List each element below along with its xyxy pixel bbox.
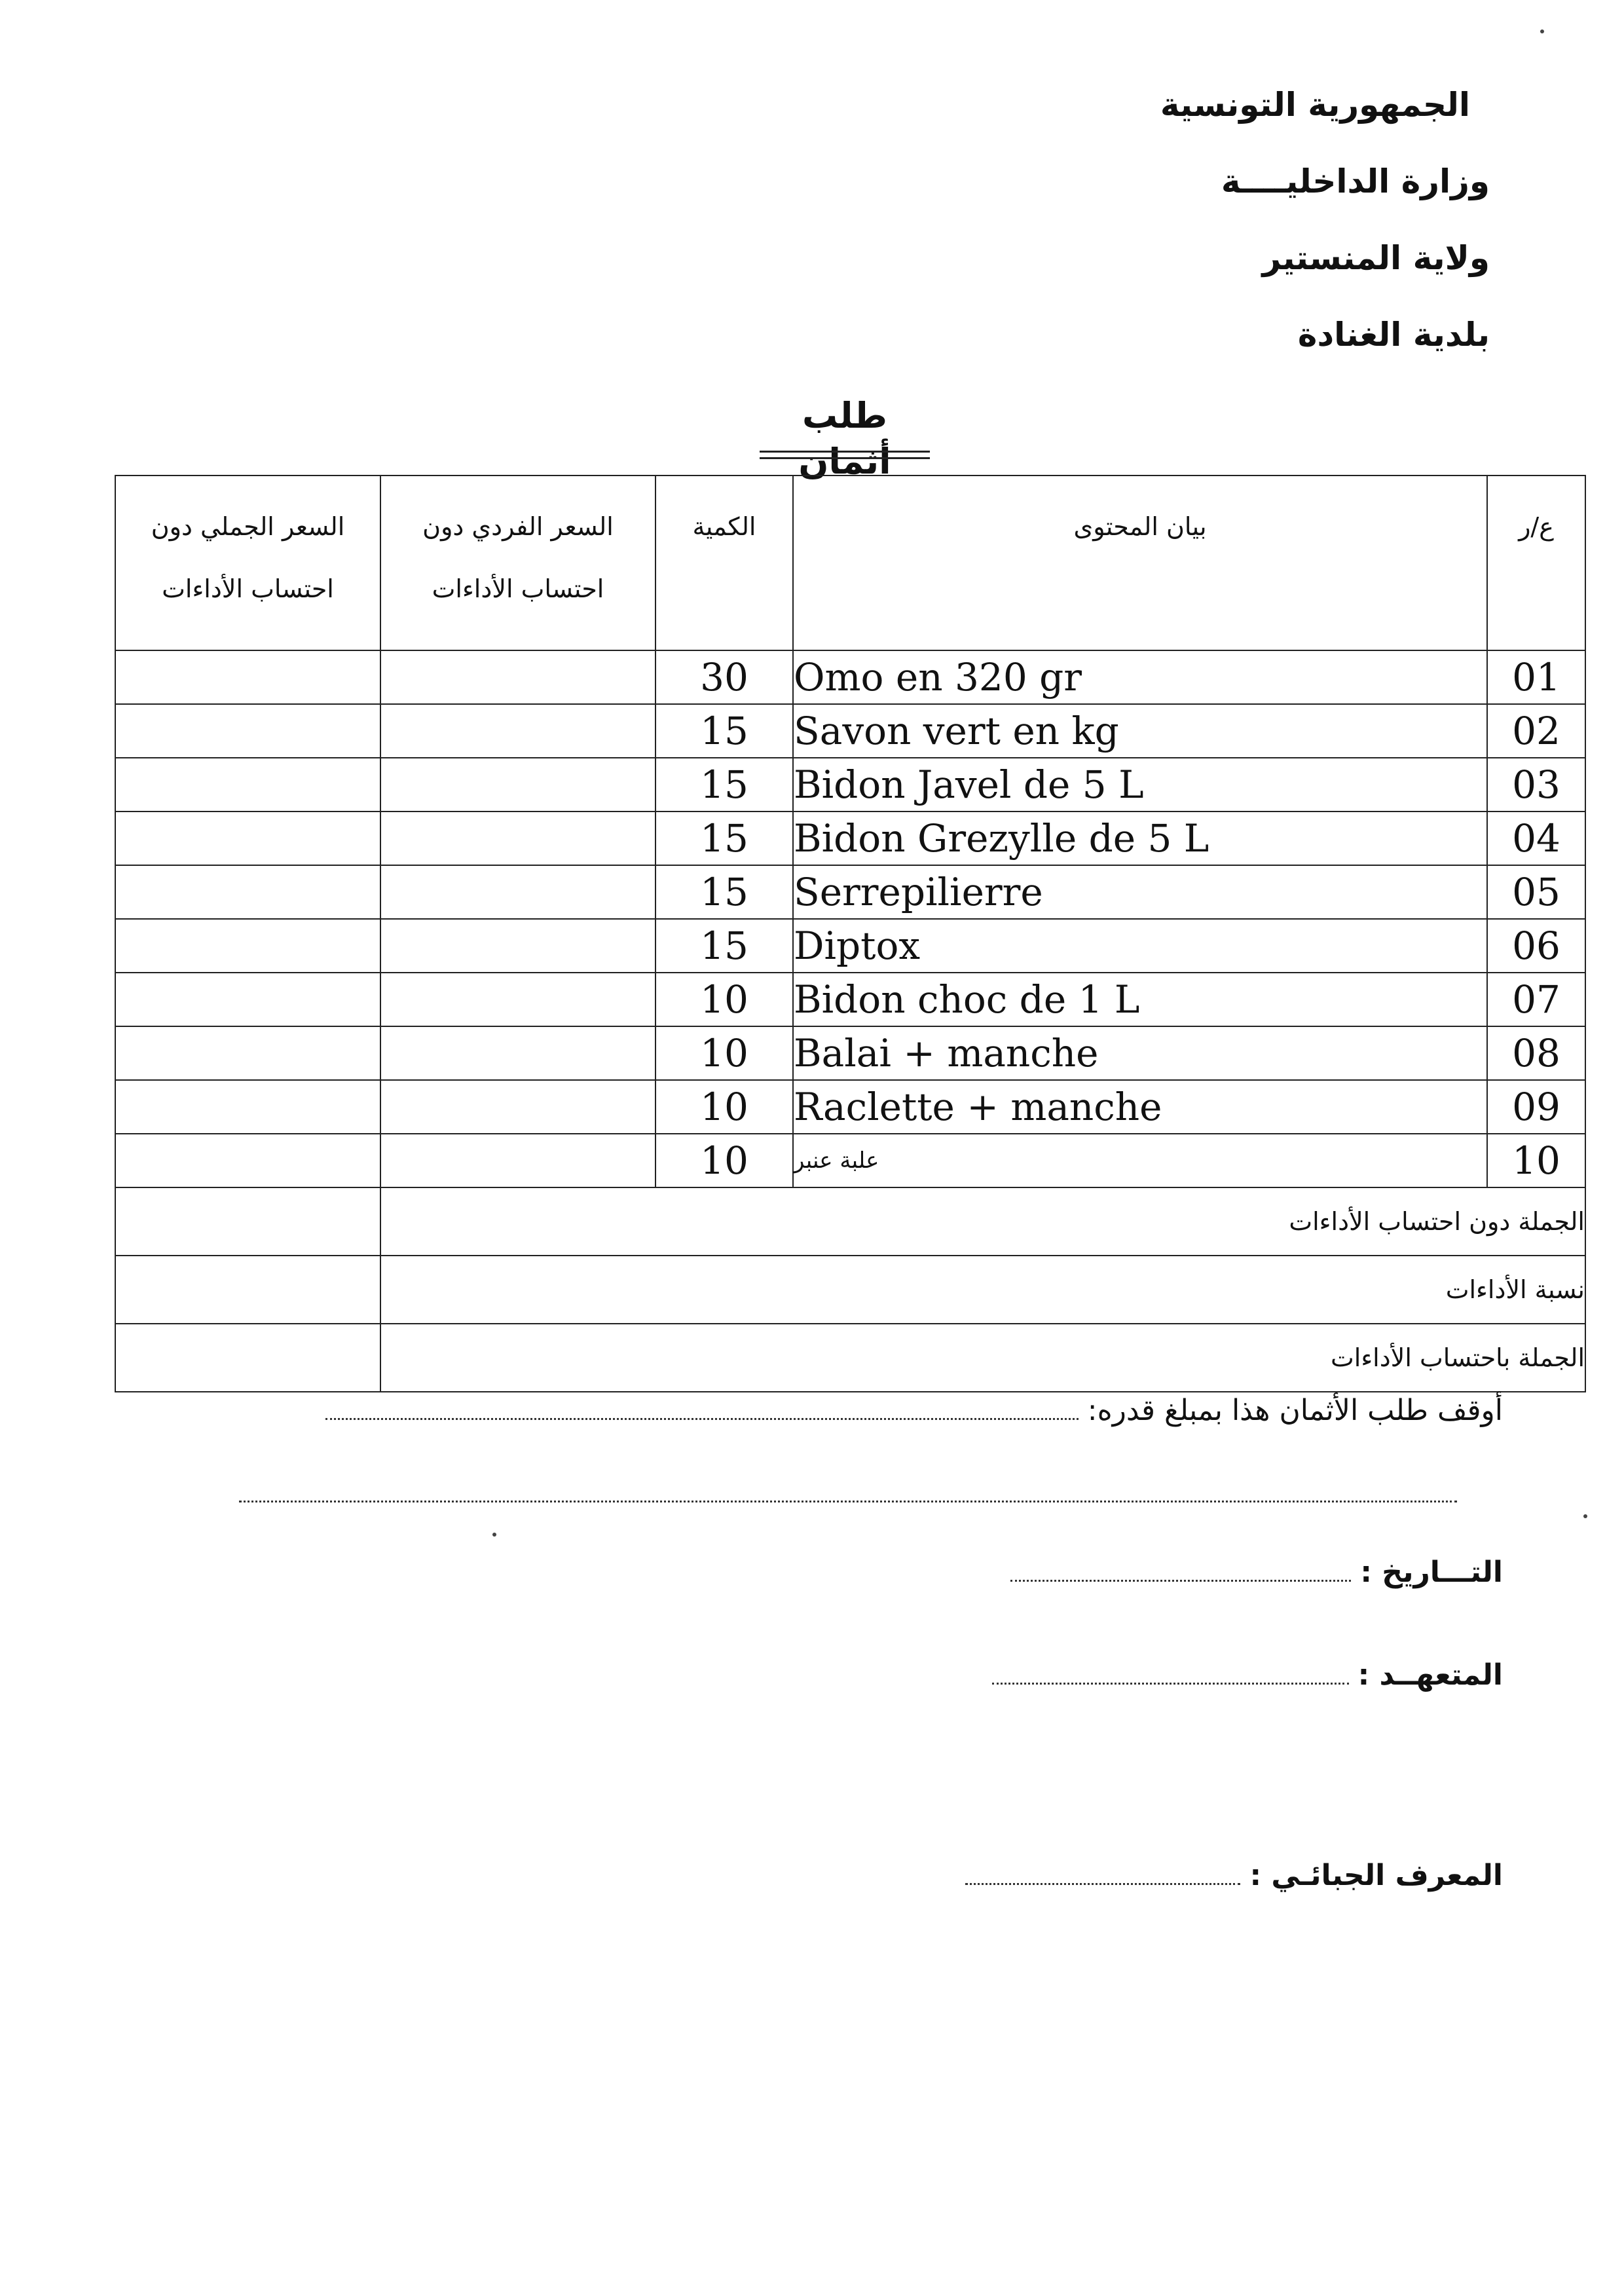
table-row: [115, 812, 1585, 865]
col-header-description: بيان المحتوى: [793, 476, 1487, 650]
row-number: 10: [1487, 1134, 1585, 1187]
col-header-unit-price: السعر الفردي دون احتساب الأداءات: [380, 476, 655, 650]
title-underline-1: [760, 451, 930, 453]
row-total-price-cell[interactable]: [115, 1026, 380, 1080]
row-unit-price-cell[interactable]: [380, 1080, 655, 1134]
row-description: Serrepilierre: [793, 865, 1487, 919]
date-dotted-field[interactable]: [1010, 1579, 1351, 1582]
row-quantity: 15: [655, 919, 793, 973]
col-header-quantity: الكمية: [655, 476, 793, 650]
title-underline-2: [760, 457, 930, 459]
row-description: Savon vert en kg: [793, 704, 1487, 758]
row-description: Bidon choc de 1 L: [793, 973, 1487, 1026]
row-unit-price-cell[interactable]: [380, 1134, 655, 1187]
row-number: 01: [1487, 650, 1585, 704]
letterhead-ministry: وزارة الداخليــــة: [1221, 162, 1490, 200]
row-total-price-cell[interactable]: [115, 1134, 380, 1187]
supplier-label: المتعهــد :: [1357, 1658, 1503, 1692]
row-number: 06: [1487, 919, 1585, 973]
letterhead-municipality: بلدية الغنادة: [1297, 316, 1490, 354]
summary-label-tax-rate: نسبة الأداءات: [380, 1256, 1585, 1324]
table-row: [115, 650, 1585, 704]
tax-id-line: [965, 1859, 1503, 1892]
row-description: Bidon Grezylle de 5 L: [793, 812, 1487, 865]
amount-line: [325, 1394, 1503, 1427]
date-line: [1010, 1556, 1503, 1589]
row-number: 04: [1487, 812, 1585, 865]
amount-continuation-dotted-field[interactable]: [239, 1500, 1457, 1502]
row-quantity: 15: [655, 758, 793, 812]
row-unit-price-cell[interactable]: [380, 812, 655, 865]
summary-row-tax-rate: [115, 1256, 1585, 1324]
row-quantity: 15: [655, 812, 793, 865]
row-unit-price-cell[interactable]: [380, 758, 655, 812]
letterhead-governorate: ولاية المنستير: [1262, 239, 1490, 277]
row-description: Omo en 320 gr: [793, 650, 1487, 704]
row-number: 05: [1487, 865, 1585, 919]
summary-value-total[interactable]: [115, 1324, 380, 1392]
row-quantity: 30: [655, 650, 793, 704]
letterhead: [1160, 85, 1490, 392]
summary-label-total: الجملة باحتساب الأداءات: [380, 1324, 1585, 1392]
row-total-price-cell[interactable]: [115, 650, 380, 704]
table-row: [115, 1080, 1585, 1134]
summary-value-subtotal[interactable]: [115, 1187, 380, 1256]
row-unit-price-cell[interactable]: [380, 704, 655, 758]
summary-row-subtotal: [115, 1187, 1585, 1256]
table-row: [115, 704, 1585, 758]
row-unit-price-cell[interactable]: [380, 865, 655, 919]
row-unit-price-cell[interactable]: [380, 919, 655, 973]
row-number: 09: [1487, 1080, 1585, 1134]
row-total-price-cell[interactable]: [115, 812, 380, 865]
row-total-price-cell[interactable]: [115, 973, 380, 1026]
tax-id-dotted-field[interactable]: [965, 1882, 1240, 1885]
table-row: [115, 1134, 1585, 1187]
row-quantity: 10: [655, 1026, 793, 1080]
table-row: [115, 919, 1585, 973]
row-unit-price-cell[interactable]: [380, 1026, 655, 1080]
document-title: طلب أثمان: [798, 395, 891, 482]
row-number: 08: [1487, 1026, 1585, 1080]
row-quantity: 10: [655, 1080, 793, 1134]
row-total-price-cell[interactable]: [115, 919, 380, 973]
table-header-row: [115, 476, 1585, 650]
letterhead-republic: الجمهورية التونسية: [1160, 86, 1470, 124]
summary-value-tax-rate[interactable]: [115, 1256, 380, 1324]
date-label: التـــاريخ :: [1360, 1556, 1503, 1589]
row-total-price-cell[interactable]: [115, 704, 380, 758]
col-header-number: ع/ر: [1487, 476, 1585, 650]
row-number: 07: [1487, 973, 1585, 1026]
row-number: 03: [1487, 758, 1585, 812]
table-row: [115, 758, 1585, 812]
tax-id-label: المعرف الجبائـي :: [1249, 1859, 1503, 1892]
row-quantity: 10: [655, 973, 793, 1026]
table-row: [115, 865, 1585, 919]
table-row: [115, 1026, 1585, 1080]
row-quantity: 15: [655, 704, 793, 758]
amount-dotted-field[interactable]: [325, 1417, 1079, 1420]
row-description: علبة عنبر: [793, 1134, 1487, 1187]
scan-speck: [492, 1533, 496, 1537]
scan-speck: [1583, 1514, 1587, 1518]
row-unit-price-cell[interactable]: [380, 650, 655, 704]
table-row: [115, 973, 1585, 1026]
price-request-table: [115, 475, 1586, 1392]
summary-label-subtotal: الجملة دون احتساب الأداءات: [380, 1187, 1585, 1256]
supplier-dotted-field[interactable]: [992, 1682, 1349, 1685]
row-number: 02: [1487, 704, 1585, 758]
row-total-price-cell[interactable]: [115, 865, 380, 919]
scan-speck: [1540, 29, 1544, 33]
row-description: Raclette + manche: [793, 1080, 1487, 1134]
row-unit-price-cell[interactable]: [380, 973, 655, 1026]
summary-row-total: [115, 1324, 1585, 1392]
row-total-price-cell[interactable]: [115, 1080, 380, 1134]
supplier-line: [992, 1658, 1503, 1692]
col-header-total-price: السعر الجملي دون احتساب الأداءات: [115, 476, 380, 650]
row-quantity: 15: [655, 865, 793, 919]
row-total-price-cell[interactable]: [115, 758, 380, 812]
row-description: Balai + manche: [793, 1026, 1487, 1080]
amount-label: أوقف طلب الأثمان هذا بمبلغ قدره:: [1087, 1394, 1503, 1427]
row-quantity: 10: [655, 1134, 793, 1187]
row-description: Bidon Javel de 5 L: [793, 758, 1487, 812]
row-description: Diptox: [793, 919, 1487, 973]
